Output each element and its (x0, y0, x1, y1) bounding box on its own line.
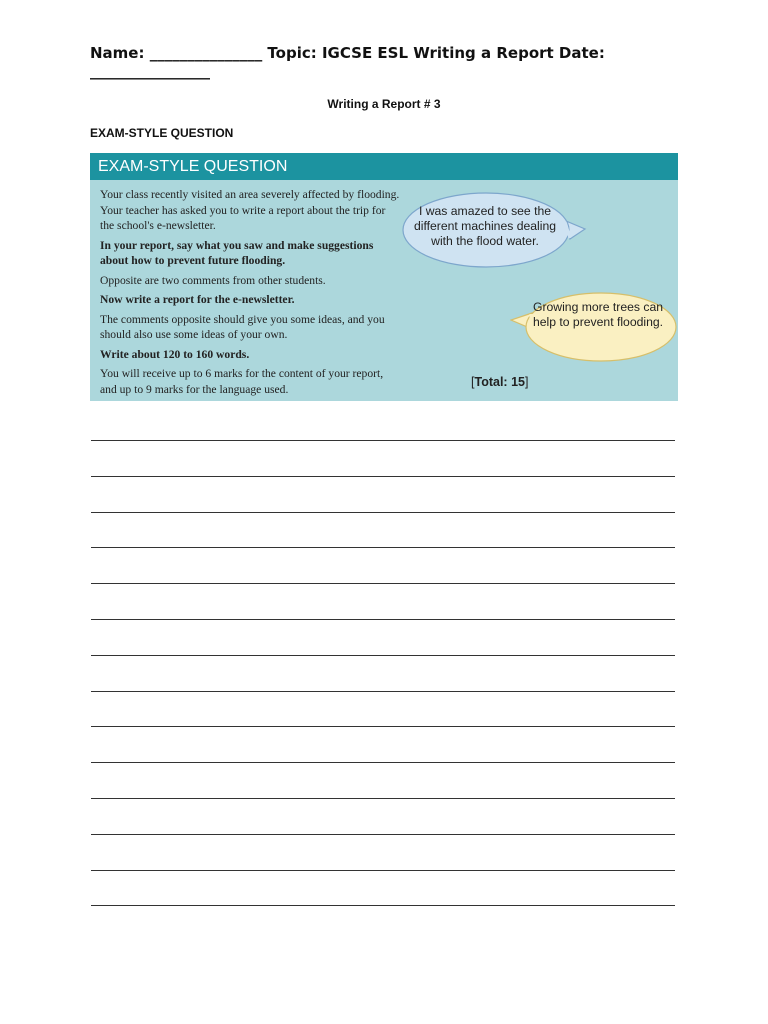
answer-writing-lines (91, 440, 675, 941)
answer-line[interactable] (91, 691, 675, 727)
exam-question-heading: EXAM-STYLE QUESTION (90, 153, 678, 180)
answer-line[interactable] (91, 798, 675, 834)
answer-line[interactable] (91, 655, 675, 691)
instruction-paragraph: In your report, say what you saw and make suggestions about how to prevent future flooding. (100, 238, 374, 267)
answer-line[interactable] (91, 726, 675, 762)
answer-line[interactable] (91, 440, 675, 476)
header-name-topic-date: Name: _______________ Topic: IGCSE ESL Writing a Report Date: (90, 44, 605, 62)
speech-bubble-amazed (402, 191, 588, 269)
total-label: Total: (474, 375, 508, 389)
answer-line[interactable] (91, 834, 675, 870)
header-date-blank: ________________ (90, 62, 210, 80)
answer-line[interactable] (91, 547, 675, 583)
speech-bubble-trees-text: Growing more trees can help to prevent flooding. (532, 300, 664, 329)
total-marks: [Total: 15] (471, 375, 529, 389)
answer-line[interactable] (91, 619, 675, 655)
instruction-paragraph: Now write a report for the e-newsletter. (100, 293, 295, 306)
speech-bubble-amazed-text: I was amazed to see the different machines dealing with the flood water. (413, 204, 557, 248)
instruction-paragraph: The comments opposite should give you some ideas, and you should also use some ideas of your own. (100, 312, 385, 341)
worksheet-title: Writing a Report # 3 (327, 97, 441, 111)
section-label: EXAM-STYLE QUESTION (90, 126, 234, 140)
instruction-paragraph: Your class recently visited an area severely affected by flooding. Your teacher has asked you to write a report about the trip for the school's e-newsletter. (100, 188, 400, 232)
answer-line[interactable] (91, 476, 675, 512)
instruction-paragraph: Opposite are two comments from other students. (100, 273, 326, 287)
total-value: 15 (511, 375, 525, 389)
answer-line[interactable] (91, 583, 675, 619)
answer-line[interactable] (91, 870, 675, 906)
exam-question-instructions (100, 187, 400, 401)
answer-line[interactable] (91, 762, 675, 798)
instruction-paragraph: Write about 120 to 160 words. (100, 347, 250, 361)
answer-line[interactable] (91, 512, 675, 548)
instruction-paragraph: You will receive up to 6 marks for the content of your report, and up to 9 marks for the language used. (100, 367, 384, 396)
exam-question-box (90, 153, 678, 401)
speech-bubble-trees (510, 291, 678, 363)
answer-line[interactable] (91, 905, 675, 941)
